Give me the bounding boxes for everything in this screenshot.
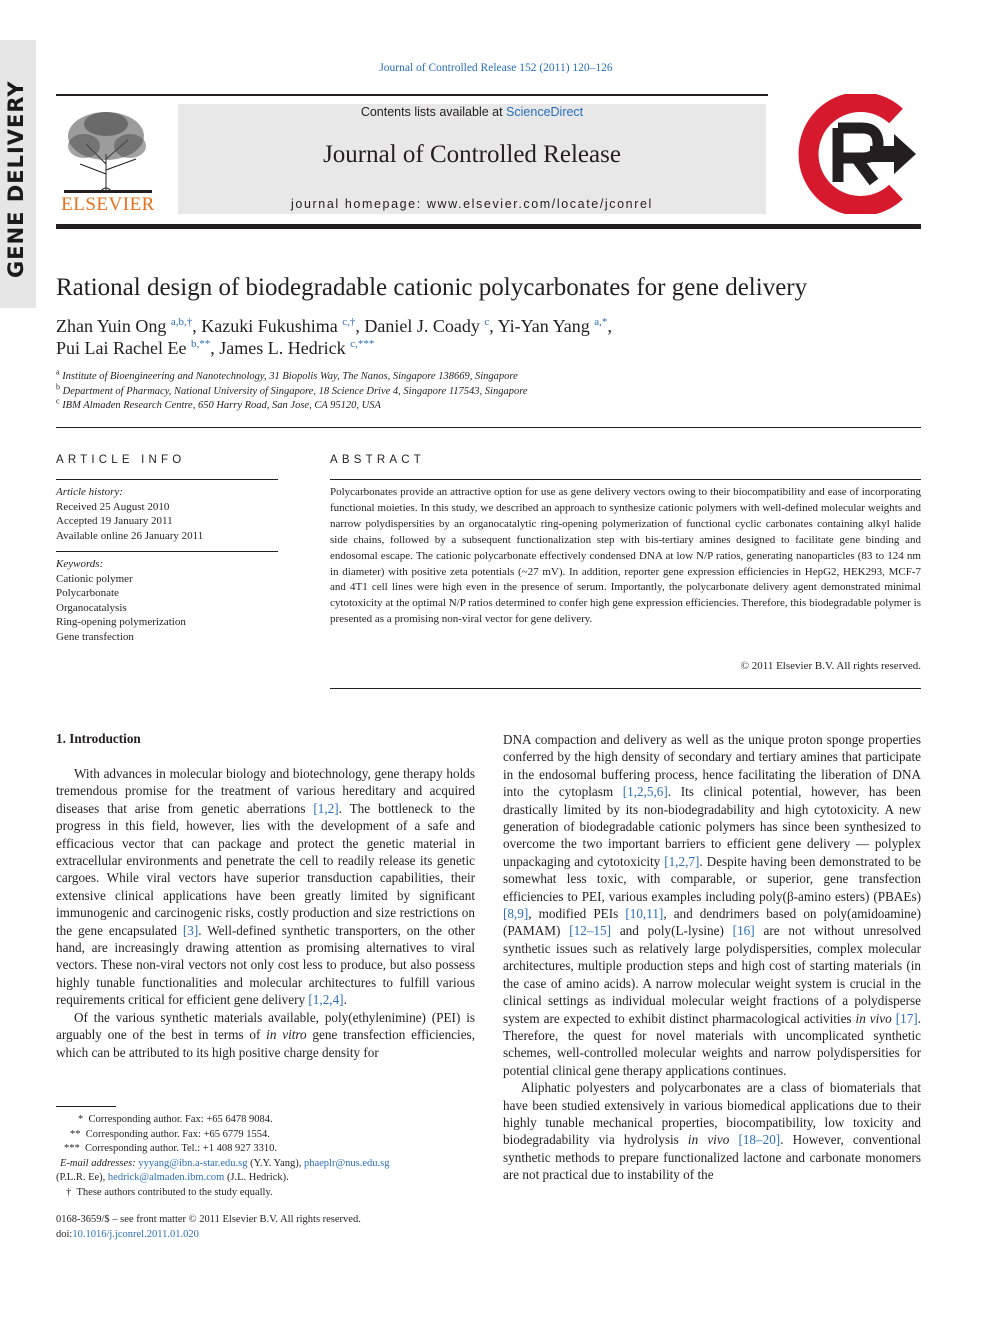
email-link[interactable]: yyyang@ibn.a-star.edu.sg: [138, 1157, 248, 1169]
history-label: Article history:: [56, 486, 123, 498]
author-affiliation-mark[interactable]: c: [484, 316, 490, 328]
citation-link[interactable]: [1,2,5,6]: [622, 784, 668, 800]
body-text: Of the various synthetic materials available, poly(ethylenimine) (PEI) is arguably one of the best in terms of: [56, 1009, 475, 1043]
footnote-text: Corresponding author. Fax: +65 6779 1554.: [85, 1128, 270, 1140]
body-text: DNA compaction and delivery as well as the unique proton sponge properties conferred by the high density of secondary and tertiary amines that participate in the endosomal buffering process, hence facilitating the liberation of DNA into the cytoplasm: [503, 732, 921, 800]
body-left-column: [56, 765, 475, 1061]
elsevier-wordmark: ELSEVIER: [61, 194, 155, 215]
affiliation-mark: b: [56, 382, 60, 391]
keywords-label: Keywords:: [56, 558, 104, 570]
affiliation-a: [56, 367, 528, 385]
article-title: Rational design of biodegradable cationic polycarbonates for gene delivery: [56, 274, 808, 301]
author-separator: ,: [192, 316, 202, 336]
doi-label: doi:: [56, 1228, 73, 1240]
citation-link[interactable]: [8,9]: [503, 906, 529, 922]
keyword: Cationic polymer: [56, 572, 133, 585]
journal-cr-logo: [786, 94, 920, 214]
history-accepted: Accepted 19 January 2011: [56, 515, 173, 527]
author[interactable]: James L. Hedrick: [219, 338, 346, 358]
citation-link[interactable]: [18–20]: [738, 1132, 781, 1148]
italic-text: in vivo: [855, 1010, 892, 1026]
body-paragraph: [503, 731, 921, 1079]
body-text: and poly(L-lysine): [611, 923, 733, 939]
citation-link[interactable]: [16]: [732, 923, 755, 939]
history-received: Received 25 August 2010: [56, 500, 170, 513]
italic-text: in vitro: [266, 1027, 307, 1043]
citation-link[interactable]: [3]: [182, 922, 199, 938]
affiliation-b: [56, 382, 528, 400]
footnotes: [56, 1113, 478, 1200]
body-text: . Well-defined synthetic transporters, on the other hand, are increasingly drawing attention as promising alternatives to viral vectors. These non-viral vectors not only cost less to produce, but also possess highly tunable functionalities and molecular architectures to fulfill various requirements critical for efficient gene delivery: [56, 922, 476, 1008]
author-affiliation-mark[interactable]: a,b,†: [170, 316, 193, 328]
side-tab: [0, 40, 36, 308]
author-affiliation-mark[interactable]: a,*: [594, 316, 608, 328]
issn-line: 0168-3659/$ – see front matter © 2011 Elsevier B.V. All rights reserved.: [56, 1214, 361, 1225]
footnote-corr2: ** Corresponding author. Fax: +65 6779 1554.: [70, 1128, 270, 1140]
author-separator: ,: [489, 316, 498, 336]
author-affiliation-mark[interactable]: c,†: [342, 316, 356, 328]
article-info-heading: ARTICLE INFO: [56, 454, 186, 466]
contents-availability: [178, 105, 766, 119]
body-text: are not without unresolved synthetic issues such as relatively large polydispersities, complex molecular architectures, multiple production steps and high cost of starting materials (in the case of amino acids). A narrow molecular weight system is crucial in the clinical settings as individual molecular weight fractions of a polydisperse system are expected to exhibit distinct pharmacological activities: [503, 923, 922, 1026]
doi-link[interactable]: 10.1016/j.jconrel.2011.01.020: [72, 1228, 199, 1240]
history-online: Available online 26 January 2011: [56, 529, 204, 542]
author[interactable]: Kazuki Fukushima: [201, 316, 338, 336]
journal-homepage[interactable]: journal homepage: www.elsevier.com/locate/jconrel: [291, 197, 653, 211]
body-paragraph: [56, 1009, 475, 1061]
citation-link[interactable]: [1,2]: [313, 800, 339, 816]
keyword: Ring-opening polymerization: [56, 616, 186, 628]
front-matter: [56, 1213, 478, 1242]
author-separator: ,: [607, 316, 612, 336]
affiliation-text: Institute of Bioengineering and Nanotechnology, 31 Biopolis Way, The Nanos, Singapore 138669, Singapore: [62, 371, 518, 382]
divider: [56, 479, 278, 480]
author-affiliation-mark[interactable]: c,***: [350, 338, 375, 350]
body-text: gene transfection efficiencies, which can be attributed to its high positive charge density for: [56, 1027, 475, 1060]
body-text: . The bottleneck to the progress in this field, however, lies with the development of a safe and efficacious vector that can package and protect the genetic material in extracellular environments and penetrate the cell to readily release its genetic cargoes. While viral vectors have superior transduction capabilities, their extensive clinical applications have been greatly limited by significant immunogenic and carcinogenic risks, costly production and size restrictions on the gene encapsulated: [56, 800, 475, 938]
email-link[interactable]: hedrick@almaden.ibm.com: [107, 1172, 225, 1183]
side-tab-label: GENE DELIVERY: [4, 80, 28, 278]
journal-citation[interactable]: Journal of Controlled Release 152 (2011) 120–126: [379, 62, 613, 74]
footnote-emails: [56, 1157, 478, 1172]
article-info: [56, 485, 278, 543]
affiliation-text: Department of Pharmacy, National University of Singapore, 18 Science Drive 4, Singapore 117543, Singapore: [62, 385, 528, 397]
journal-title: Journal of Controlled Release: [323, 141, 621, 168]
citation-link[interactable]: [12–15]: [569, 923, 611, 939]
contents-prefix: Contents lists available at: [360, 105, 507, 119]
footnote-text: These authors contributed to the study equally.: [76, 1186, 273, 1198]
abstract-text: Polycarbonates provide an attractive option for use as gene delivery vectors owing to their biocompatibility and ease of incorporating functional moieties. In this study, we described an approach to synthesize cationic polymers with well-defined molecular weights and narrow polydispersities by an organocatalytic ring-opening polymerization of functional cyclic carbonates containing alkyl halide side chains, followed by a subsequent functionalization step with bis-tertiary amines designed to facilitate gene binding and endosomal escape. The cationic polycarbonate effectively condensed DNA at low N/P ratios, generating nanoparticles (83 to 124 nm in diameter) with positive zeta potentials (~27 mV). In addition, reporter gene expression efficiencies in HepG2, HEK293, MCF-7 and 4T1 cell lines were high even in the presence of serum. Importantly, the polycarbonate delivery agent demonstrated minimal cytotoxicity at the optimal N/P ratios determined to confer high gene expression efficiencies. Therefore, this biodegradable polymer is presented as a promising non-viral vector for gene delivery.: [330, 486, 921, 626]
body-text: , modified PEIs: [528, 906, 626, 922]
author-separator: ,: [355, 316, 365, 336]
abstract-heading: ABSTRACT: [330, 454, 425, 466]
header-top-rule: [56, 94, 768, 96]
body-text: . Therefore, the quest for novel materials with uncomplicated synthetic schemes, well-controlled molecular weights and narrow polydispersities for potential clinical gene therapy applications continues.: [503, 1010, 921, 1078]
citation-link[interactable]: [17]: [895, 1010, 918, 1026]
body-paragraph: [503, 1079, 921, 1183]
citation-link[interactable]: [1,2,7]: [664, 853, 700, 869]
footnote-corr1: * Corresponding author. Fax: +65 6478 9084.: [78, 1114, 273, 1125]
keywords: [56, 557, 278, 644]
body-text: . Despite having been demonstrated to be somewhat less toxic, with comparable, or superior, gene transfection efficiencies to PEI, various examples including poly(β-amino esters) (PBAEs): [503, 853, 921, 904]
affiliation-c: [56, 396, 528, 414]
email-link[interactable]: phaeplr@nus.edu.sg: [303, 1157, 390, 1169]
body-right-column: [503, 731, 921, 1184]
body-text: . Its clinical potential, however, has been drastically limited by its non-biodegradability and high cytotoxicity. A new generation of biodegradable cationic polymers has since been synthesized to overcome the two important barriers to efficient gene delivery — polyplex unpackaging and cytotoxicity: [503, 784, 921, 869]
keyword: Organocatalysis: [56, 601, 127, 614]
author-list: [56, 315, 936, 359]
affiliations: [56, 367, 528, 414]
body-text: .: [343, 992, 347, 1008]
email-label: E-mail addresses:: [60, 1157, 136, 1169]
body-text: Aliphatic polyesters and polycarbonates are a class of biomaterials that have been studied extensively in various biomedical applications due to their highly tunable mechanical properties, biocompatibility, low toxicity and biodegradability via hydrolysis: [503, 1080, 921, 1148]
body-paragraph: [56, 765, 475, 1009]
divider: [330, 688, 921, 689]
body-text: , and dendrimers based on poly(amidoamine) (PAMAM): [503, 906, 921, 939]
author[interactable]: Daniel J. Coady: [364, 316, 480, 336]
footnote-text: Corresponding author. Fax: +65 6478 9084.: [88, 1114, 273, 1125]
footnote-emails-cont: [56, 1171, 478, 1186]
italic-text: in vivo: [687, 1132, 730, 1148]
body-text: . However, conventional synthetic methods to prepare functionalized lactone and carbonate monomers are not practical due to instability of the: [503, 1132, 921, 1183]
header-bottom-rule: [56, 224, 921, 229]
divider: [330, 479, 921, 480]
email-owner: (Y.Y. Yang),: [247, 1157, 304, 1169]
author[interactable]: Pui Lai Rachel Ee: [56, 338, 187, 358]
author-separator: ,: [210, 338, 220, 358]
footnote-text: Corresponding author. Tel.: +1 408 927 3310.: [85, 1143, 277, 1154]
body-text: With advances in molecular biology and biotechnology, gene therapy holds tremendous promise for the treatment of various hereditary and acquired diseases that arise from genetic aberrations: [56, 766, 475, 816]
section-heading: 1. Introduction: [56, 731, 141, 746]
author[interactable]: Yi-Yan Yang: [497, 316, 590, 336]
doi-line: [56, 1228, 478, 1243]
email-owner: (P.L.R. Ee),: [56, 1172, 108, 1183]
divider: [56, 551, 278, 552]
affiliation-mark: c: [56, 396, 60, 406]
author[interactable]: Zhan Yuin Ong: [56, 316, 167, 336]
footnote-corr3: *** Corresponding author. Tel.: +1 408 927 3310.: [64, 1143, 277, 1154]
affiliation-mark: a: [56, 367, 60, 377]
divider: [56, 427, 921, 428]
author-affiliation-mark[interactable]: b,**: [190, 338, 211, 350]
affiliation-text: IBM Almaden Research Centre, 650 Harry Road, San Jose, CA 95120, USA: [62, 400, 381, 411]
keyword: Gene transfection: [56, 630, 134, 643]
keyword: Polycarbonate: [56, 587, 119, 599]
abstract-copyright: © 2011 Elsevier B.V. All rights reserved.: [740, 660, 921, 672]
footnote-rule: [56, 1106, 116, 1107]
footnote-equal: † These authors contributed to the study equally.: [66, 1186, 273, 1198]
sciencedirect-link[interactable]: ScienceDirect: [506, 105, 584, 119]
email-owner: (J.L. Hedrick).: [224, 1172, 289, 1183]
citation-link[interactable]: [10,11]: [625, 906, 664, 922]
citation-link[interactable]: [1,2,4]: [308, 992, 344, 1008]
